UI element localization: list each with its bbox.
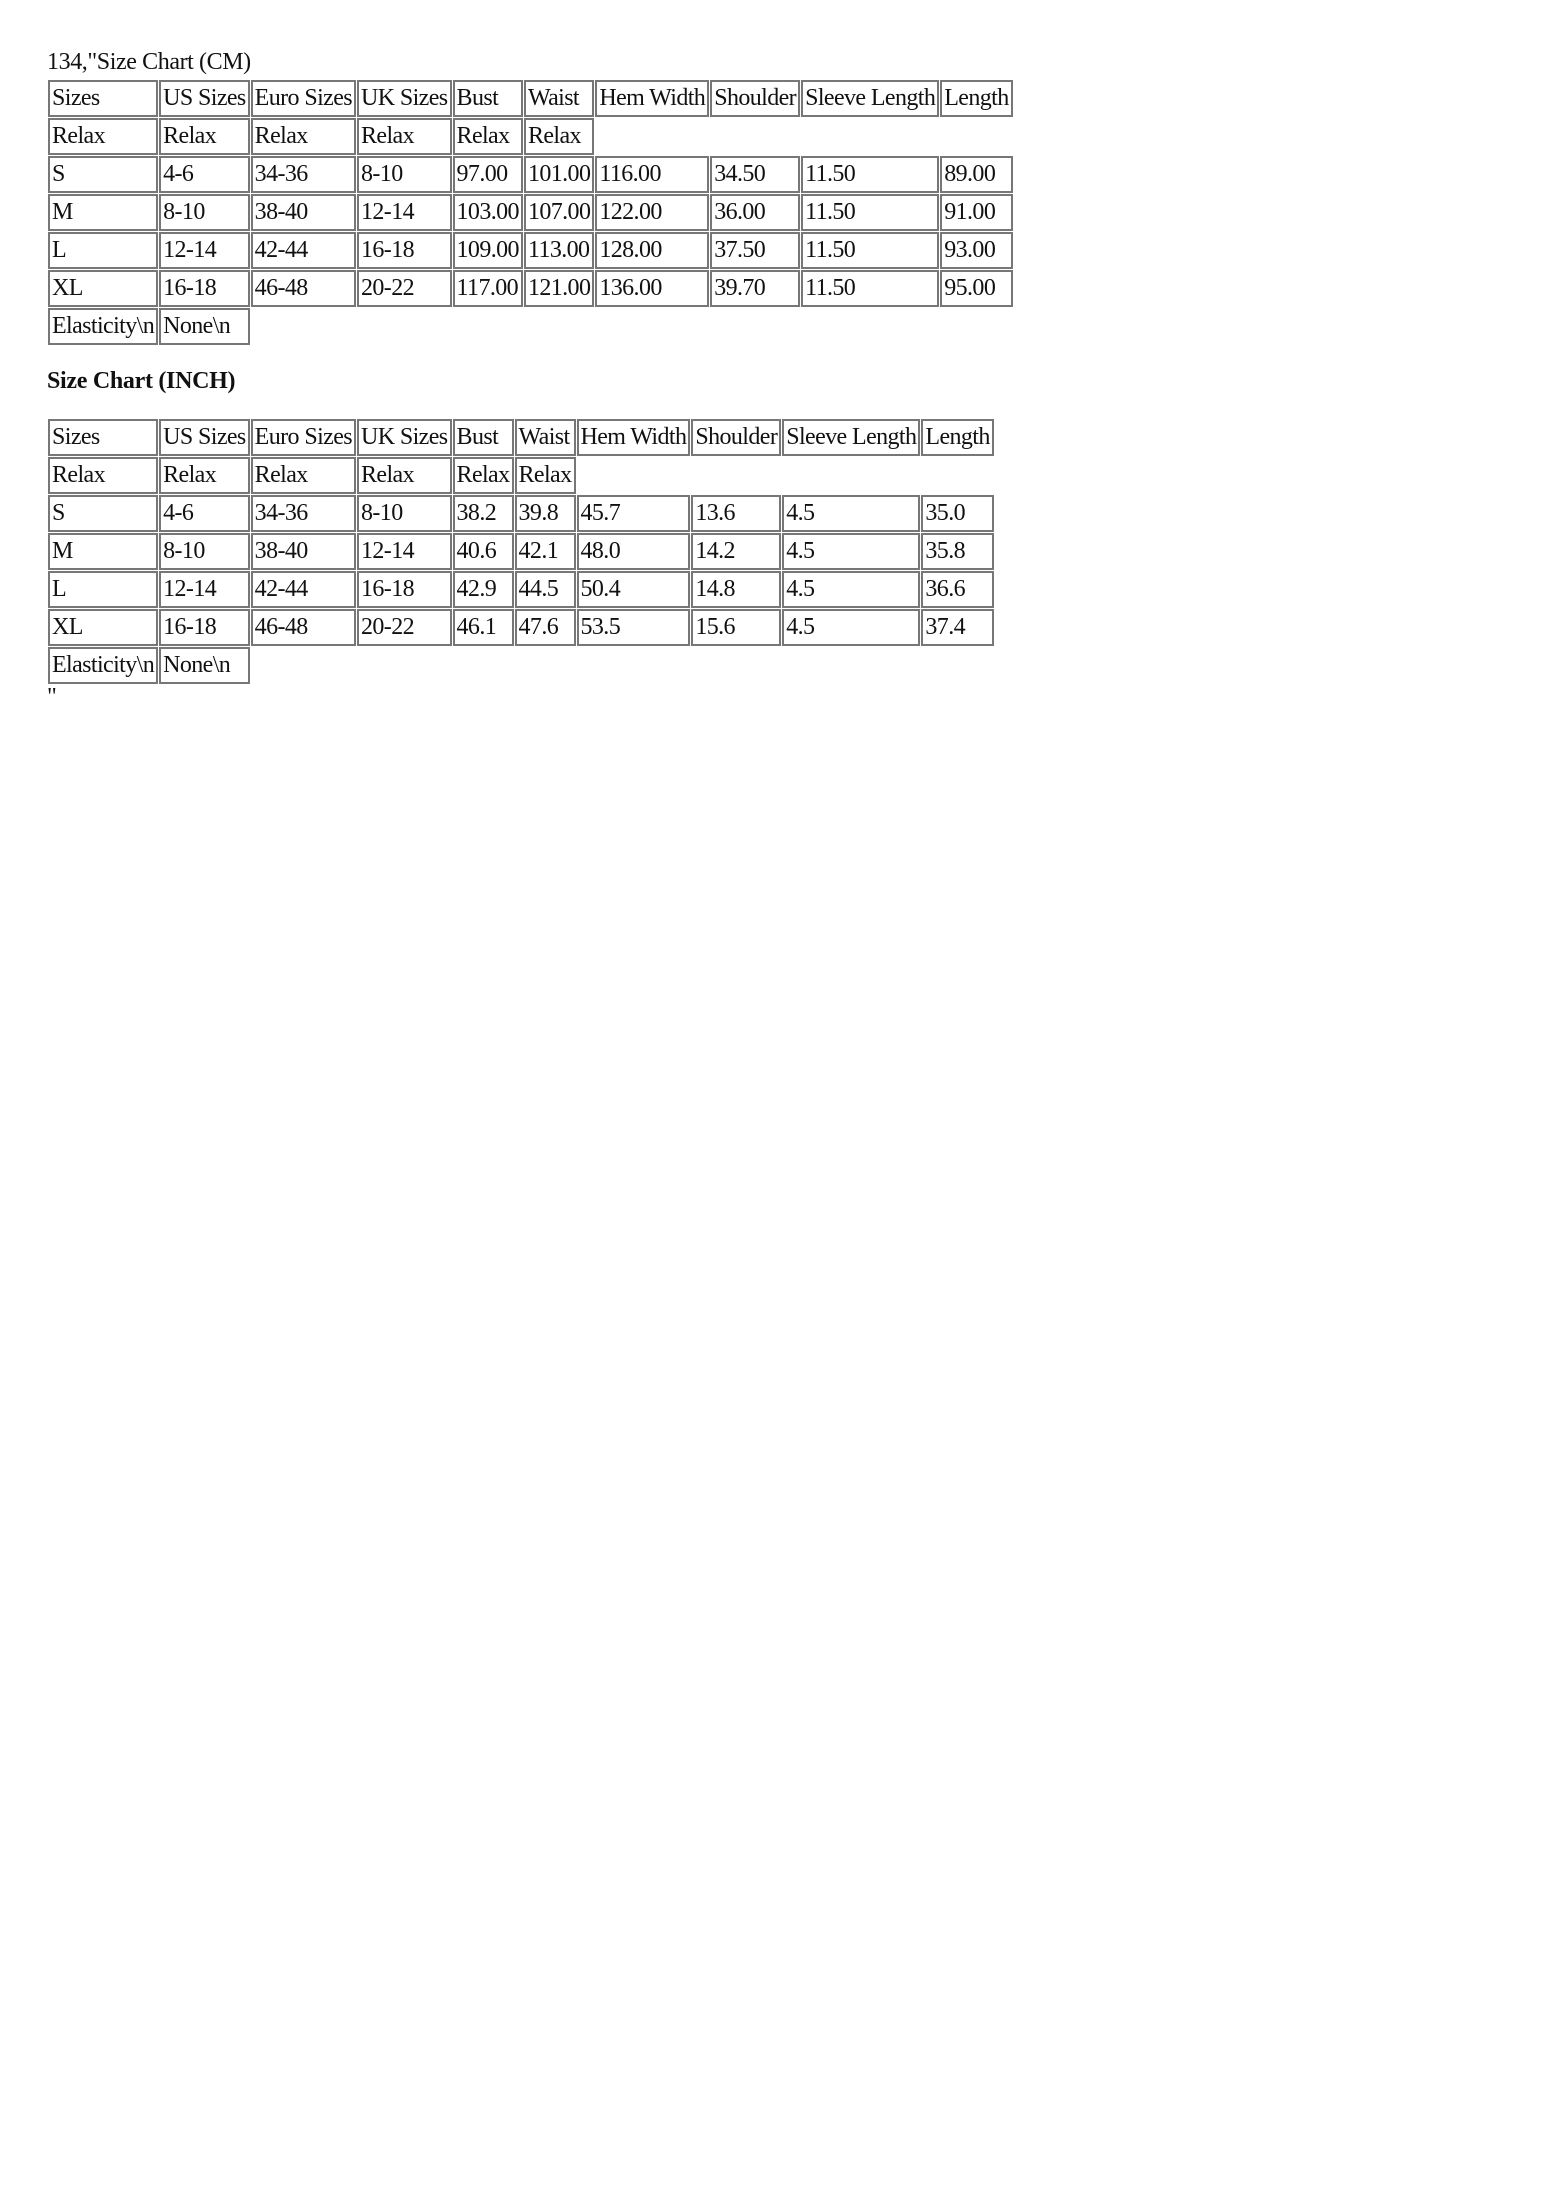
empty-cell bbox=[357, 647, 452, 684]
relax-cell: Relax bbox=[251, 457, 356, 494]
table-row bbox=[48, 194, 1013, 231]
header-cell: Shoulder bbox=[710, 80, 800, 117]
table-cell: 97.00 bbox=[453, 156, 523, 193]
empty-cell bbox=[691, 457, 781, 494]
empty-cell bbox=[453, 647, 514, 684]
table-cell: 4-6 bbox=[159, 156, 250, 193]
header-cell: US Sizes bbox=[159, 80, 250, 117]
relax-cell: Relax bbox=[515, 457, 576, 494]
relax-cell: Relax bbox=[48, 118, 158, 155]
empty-cell bbox=[782, 647, 920, 684]
table-cell: 95.00 bbox=[940, 270, 1012, 307]
table-cell: 35.0 bbox=[921, 495, 993, 532]
empty-cell bbox=[595, 118, 709, 155]
table-cell: 89.00 bbox=[940, 156, 1012, 193]
size-chart-cm-table bbox=[47, 79, 1014, 346]
empty-cell bbox=[710, 118, 800, 155]
table-cell: 121.00 bbox=[524, 270, 594, 307]
table-cell: 35.8 bbox=[921, 533, 993, 570]
empty-cell bbox=[940, 308, 1012, 345]
table-cell: 53.5 bbox=[577, 609, 691, 646]
table-cell: 13.6 bbox=[691, 495, 781, 532]
table-cell: 12-14 bbox=[159, 232, 250, 269]
elasticity-row bbox=[48, 308, 1013, 345]
table-cell: 16-18 bbox=[159, 609, 250, 646]
table-cell: 36.00 bbox=[710, 194, 800, 231]
table-cell: 34-36 bbox=[251, 156, 356, 193]
relax-cell: Relax bbox=[159, 118, 250, 155]
table-cell: 15.6 bbox=[691, 609, 781, 646]
header-cell: Bust bbox=[453, 80, 523, 117]
empty-cell bbox=[940, 118, 1012, 155]
empty-cell bbox=[357, 308, 452, 345]
table-cell: 11.50 bbox=[801, 232, 939, 269]
table-cell: 11.50 bbox=[801, 156, 939, 193]
table-cell: 46.1 bbox=[453, 609, 514, 646]
header-cell: Sizes bbox=[48, 419, 158, 456]
relax-row bbox=[48, 118, 1013, 155]
table-cell: 38.2 bbox=[453, 495, 514, 532]
table-cell: 136.00 bbox=[595, 270, 709, 307]
size-chart-inch-table bbox=[47, 418, 995, 685]
table-row bbox=[48, 533, 994, 570]
table-cell: 36.6 bbox=[921, 571, 993, 608]
table-cell: 109.00 bbox=[453, 232, 523, 269]
header-cell: Hem Width bbox=[595, 80, 709, 117]
table-cell: 4-6 bbox=[159, 495, 250, 532]
table-cell: 38-40 bbox=[251, 194, 356, 231]
table-cell: 128.00 bbox=[595, 232, 709, 269]
table-cell: 48.0 bbox=[577, 533, 691, 570]
table-cell: 4.5 bbox=[782, 533, 920, 570]
table-cell: L bbox=[48, 571, 158, 608]
table-cell: 42.9 bbox=[453, 571, 514, 608]
table-cell: 50.4 bbox=[577, 571, 691, 608]
header-row bbox=[48, 419, 994, 456]
header-cell: Sizes bbox=[48, 80, 158, 117]
relax-cell: Relax bbox=[357, 118, 452, 155]
header-cell: Waist bbox=[524, 80, 594, 117]
elasticity-cell: None\n bbox=[159, 647, 250, 684]
table-cell: 40.6 bbox=[453, 533, 514, 570]
table-row bbox=[48, 156, 1013, 193]
table-cell: L bbox=[48, 232, 158, 269]
table-cell: 8-10 bbox=[357, 156, 452, 193]
table-cell: 93.00 bbox=[940, 232, 1012, 269]
table-cell: 4.5 bbox=[782, 609, 920, 646]
table-cell: 91.00 bbox=[940, 194, 1012, 231]
table-cell: 101.00 bbox=[524, 156, 594, 193]
empty-cell bbox=[515, 647, 576, 684]
empty-cell bbox=[691, 647, 781, 684]
empty-cell bbox=[577, 647, 691, 684]
empty-cell bbox=[710, 308, 800, 345]
header-cell: US Sizes bbox=[159, 419, 250, 456]
table-cell: 11.50 bbox=[801, 194, 939, 231]
table-row bbox=[48, 571, 994, 608]
closing-quote: " bbox=[47, 684, 57, 710]
table-cell: 12-14 bbox=[357, 194, 452, 231]
table-cell: M bbox=[48, 194, 158, 231]
table-cell: 16-18 bbox=[357, 232, 452, 269]
table-cell: 8-10 bbox=[159, 533, 250, 570]
table-cell: 42-44 bbox=[251, 571, 356, 608]
table-cell: 39.8 bbox=[515, 495, 576, 532]
table-cell: 38-40 bbox=[251, 533, 356, 570]
relax-cell: Relax bbox=[48, 457, 158, 494]
header-cell: Hem Width bbox=[577, 419, 691, 456]
table-cell: 16-18 bbox=[357, 571, 452, 608]
table-cell: 8-10 bbox=[159, 194, 250, 231]
header-cell: Length bbox=[940, 80, 1012, 117]
table-cell: 103.00 bbox=[453, 194, 523, 231]
empty-cell bbox=[921, 647, 993, 684]
relax-cell: Relax bbox=[251, 118, 356, 155]
elasticity-row bbox=[48, 647, 994, 684]
empty-cell bbox=[801, 308, 939, 345]
table-cell: 4.5 bbox=[782, 495, 920, 532]
table-cell: 113.00 bbox=[524, 232, 594, 269]
inch-chart-title: Size Chart (INCH) bbox=[47, 368, 236, 394]
header-cell: UK Sizes bbox=[357, 419, 452, 456]
table-cell: 46-48 bbox=[251, 270, 356, 307]
table-row bbox=[48, 232, 1013, 269]
empty-cell bbox=[577, 457, 691, 494]
relax-cell: Relax bbox=[524, 118, 594, 155]
table-cell: 14.8 bbox=[691, 571, 781, 608]
table-cell: 11.50 bbox=[801, 270, 939, 307]
header-cell: Euro Sizes bbox=[251, 419, 356, 456]
empty-cell bbox=[801, 118, 939, 155]
header-cell: UK Sizes bbox=[357, 80, 452, 117]
empty-cell bbox=[524, 308, 594, 345]
header-cell: Sleeve Length bbox=[782, 419, 920, 456]
table-cell: 39.70 bbox=[710, 270, 800, 307]
table-cell: 37.4 bbox=[921, 609, 993, 646]
elasticity-cell: Elasticity\n bbox=[48, 308, 158, 345]
table-cell: 34-36 bbox=[251, 495, 356, 532]
table-cell: 107.00 bbox=[524, 194, 594, 231]
table-cell: S bbox=[48, 156, 158, 193]
relax-cell: Relax bbox=[453, 118, 523, 155]
table-row bbox=[48, 495, 994, 532]
header-cell: Sleeve Length bbox=[801, 80, 939, 117]
relax-cell: Relax bbox=[159, 457, 250, 494]
table-cell: XL bbox=[48, 609, 158, 646]
table-cell: 45.7 bbox=[577, 495, 691, 532]
table-cell: 20-22 bbox=[357, 270, 452, 307]
table-cell: 8-10 bbox=[357, 495, 452, 532]
table-cell: 116.00 bbox=[595, 156, 709, 193]
empty-cell bbox=[251, 308, 356, 345]
table-cell: 34.50 bbox=[710, 156, 800, 193]
header-cell: Length bbox=[921, 419, 993, 456]
relax-cell: Relax bbox=[453, 457, 514, 494]
table-cell: 14.2 bbox=[691, 533, 781, 570]
table-row bbox=[48, 609, 994, 646]
header-cell: Shoulder bbox=[691, 419, 781, 456]
cm-chart-title: 134,"Size Chart (CM) bbox=[47, 49, 251, 75]
relax-cell: Relax bbox=[357, 457, 452, 494]
empty-cell bbox=[921, 457, 993, 494]
table-cell: 20-22 bbox=[357, 609, 452, 646]
table-cell: 44.5 bbox=[515, 571, 576, 608]
document-page bbox=[47, 48, 1014, 710]
table-cell: 42.1 bbox=[515, 533, 576, 570]
table-cell: 122.00 bbox=[595, 194, 709, 231]
table-cell: 117.00 bbox=[453, 270, 523, 307]
header-cell: Euro Sizes bbox=[251, 80, 356, 117]
header-row bbox=[48, 80, 1013, 117]
empty-cell bbox=[595, 308, 709, 345]
table-row bbox=[48, 270, 1013, 307]
table-cell: S bbox=[48, 495, 158, 532]
table-cell: M bbox=[48, 533, 158, 570]
table-cell: 12-14 bbox=[357, 533, 452, 570]
elasticity-cell: None\n bbox=[159, 308, 250, 345]
header-cell: Bust bbox=[453, 419, 514, 456]
relax-row bbox=[48, 457, 994, 494]
empty-cell bbox=[453, 308, 523, 345]
table-cell: 47.6 bbox=[515, 609, 576, 646]
table-cell: 37.50 bbox=[710, 232, 800, 269]
table-cell: 42-44 bbox=[251, 232, 356, 269]
empty-cell bbox=[782, 457, 920, 494]
table-cell: XL bbox=[48, 270, 158, 307]
empty-cell bbox=[251, 647, 356, 684]
table-cell: 16-18 bbox=[159, 270, 250, 307]
header-cell: Waist bbox=[515, 419, 576, 456]
table-cell: 12-14 bbox=[159, 571, 250, 608]
elasticity-cell: Elasticity\n bbox=[48, 647, 158, 684]
table-cell: 4.5 bbox=[782, 571, 920, 608]
table-cell: 46-48 bbox=[251, 609, 356, 646]
